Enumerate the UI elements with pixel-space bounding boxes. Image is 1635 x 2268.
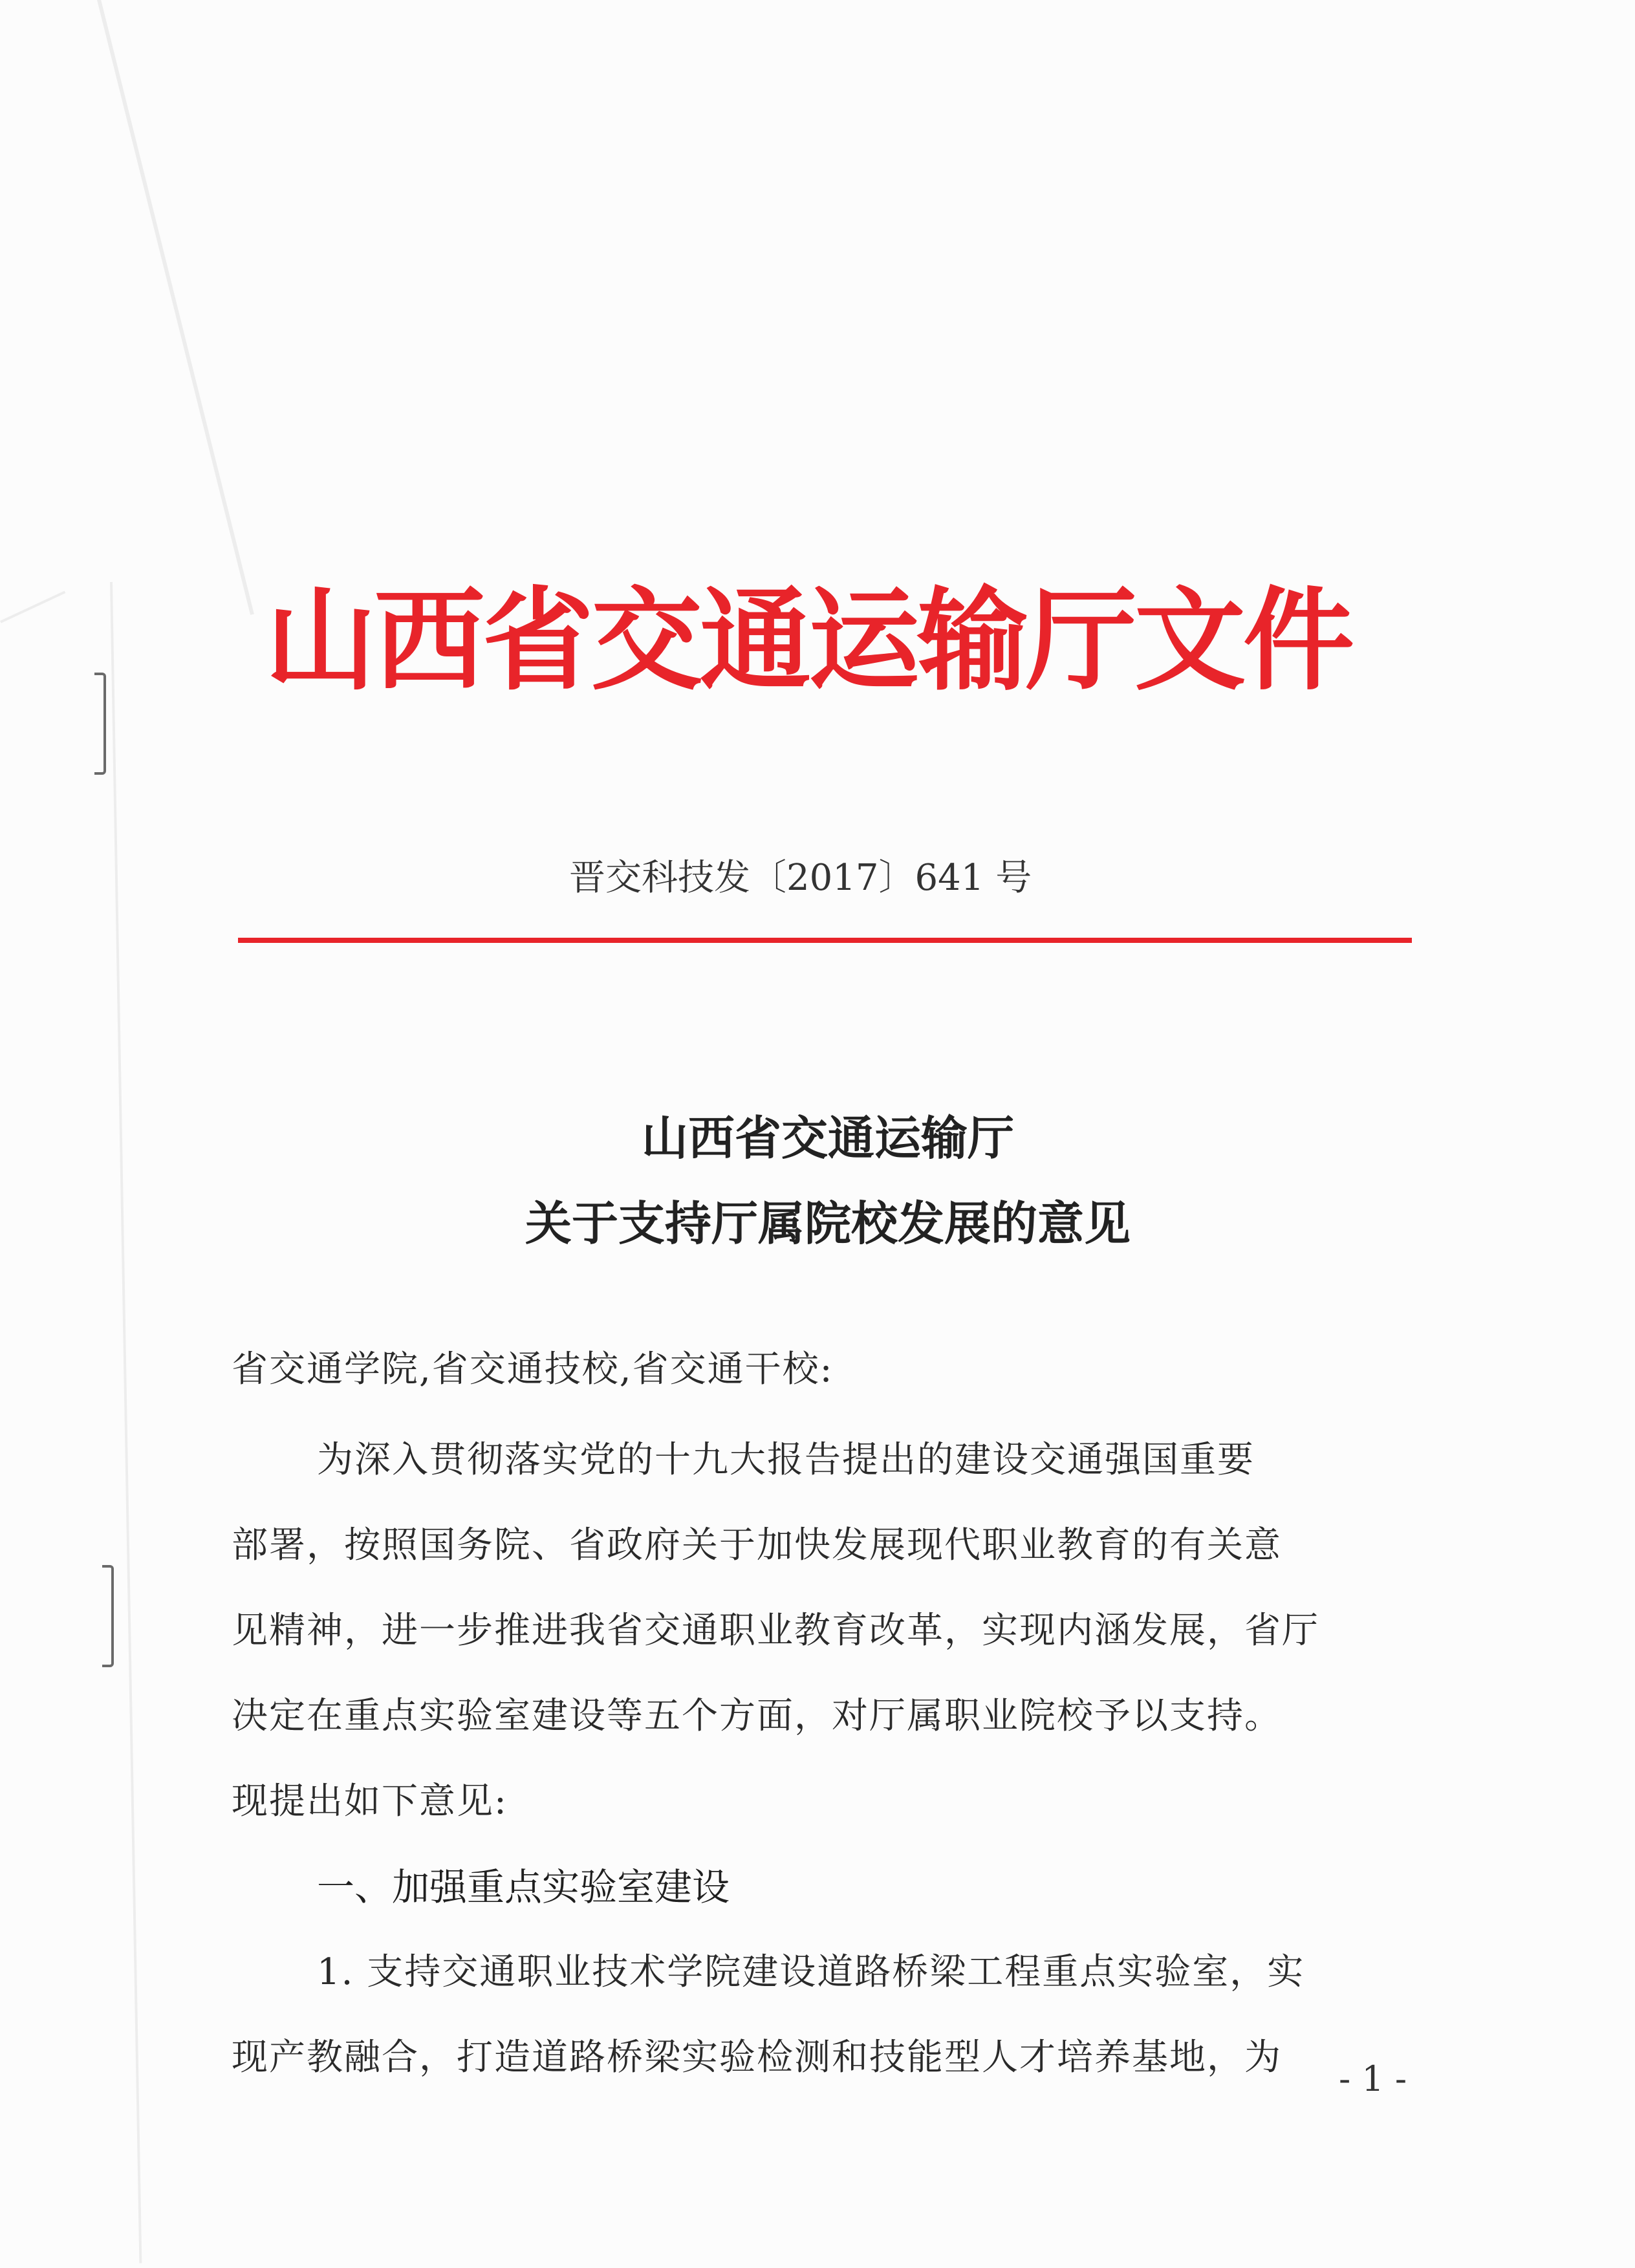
staple-mark xyxy=(94,673,106,775)
paragraph-line: 为深入贯彻落实党的十九大报告提出的建设交通强国重要 xyxy=(317,1439,1255,1481)
paper-crease xyxy=(0,591,65,623)
paragraph-line: 部署，按照国务院、省政府关于加快发展现代职业教育的有关意 xyxy=(232,1524,1282,1566)
paragraph-line: 决定在重点实验室建设等五个方面，对厅属职业院校予以支持。 xyxy=(232,1695,1282,1737)
document-number: 晋交科技发〔2017〕641 号 xyxy=(569,857,1032,899)
paragraph-line: 现产教融合，打造道路桥梁实验检测和技能型人才培养基地，为 xyxy=(232,2036,1282,2079)
header-title: 山西省交通运输厅文件 xyxy=(265,574,1352,706)
section-heading: 一、加强重点实验室建设 xyxy=(317,1865,730,1909)
paragraph-line: 1. 支持交通职业技术学院建设道路桥梁工程重点实验室，实 xyxy=(317,1951,1305,1993)
paper-crease xyxy=(110,582,142,2263)
paragraph-line: 见精神，进一步推进我省交通职业教育改革，实现内涵发展，省厅 xyxy=(232,1610,1319,1652)
page-number: - 1 - xyxy=(1339,2058,1407,2099)
staple-mark xyxy=(102,1565,114,1667)
document-title-line: 山西省交通运输厅 xyxy=(641,1110,1014,1165)
addressees: 省交通学院,省交通技校,省交通干校: xyxy=(232,1348,834,1390)
paragraph-line: 现提出如下意见: xyxy=(232,1780,508,1822)
header-divider xyxy=(238,938,1412,943)
paper-crease xyxy=(97,0,254,615)
document-title-line: 关于支持厅属院校发展的意见 xyxy=(525,1196,1131,1251)
